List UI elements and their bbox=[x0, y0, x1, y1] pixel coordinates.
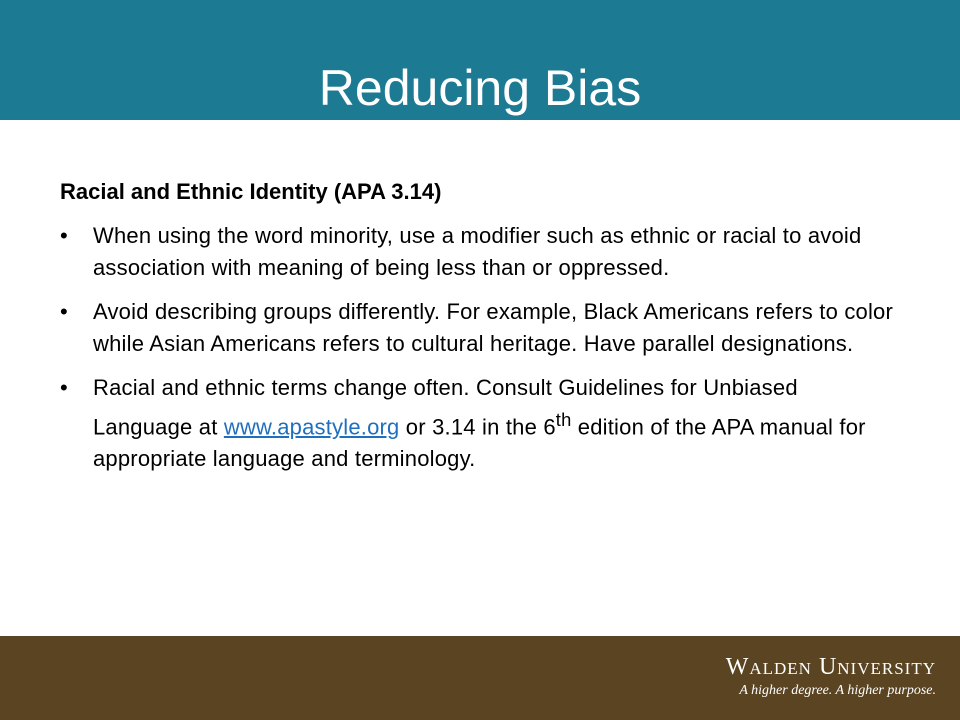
brand-name: Walden University bbox=[725, 654, 936, 680]
slide-body bbox=[60, 176, 900, 487]
ordinal-superscript: th bbox=[555, 409, 572, 430]
bullet-text: Avoid describing groups differently. For example, Black Americans refers to color while Asian Americans refers to cultural heritage. Have parallel designations. bbox=[93, 299, 894, 356]
slide-title: Reducing Bias bbox=[318, 60, 642, 116]
bullet-text-after: edition of the APA manual for appropriate language and terminology. bbox=[93, 414, 866, 472]
bullet-text: When using the word minority, use a modifier such as ethnic or racial to avoid association with meaning of being less than or oppressed. bbox=[93, 223, 862, 280]
bullet-item bbox=[60, 372, 900, 475]
apastyle-link[interactable]: www.apastyle.org bbox=[223, 414, 400, 440]
bullet-list bbox=[60, 220, 900, 475]
brand-tagline: A higher degree. A higher purpose. bbox=[739, 683, 936, 698]
bullet-dot: • bbox=[60, 375, 68, 400]
bullet-item bbox=[60, 220, 900, 284]
bullet-item bbox=[60, 296, 900, 360]
bullet-dot: • bbox=[60, 299, 68, 324]
walden-logo bbox=[726, 654, 936, 700]
subheading: Racial and Ethnic Identity (APA 3.14) bbox=[60, 179, 442, 204]
bullet-text-mid: or 3.14 in the 6 bbox=[399, 414, 556, 440]
bullet-text-before: Racial and ethnic terms change often. Consult Guidelines for Unbiased Language at bbox=[93, 375, 798, 440]
bullet-dot: • bbox=[60, 223, 68, 248]
